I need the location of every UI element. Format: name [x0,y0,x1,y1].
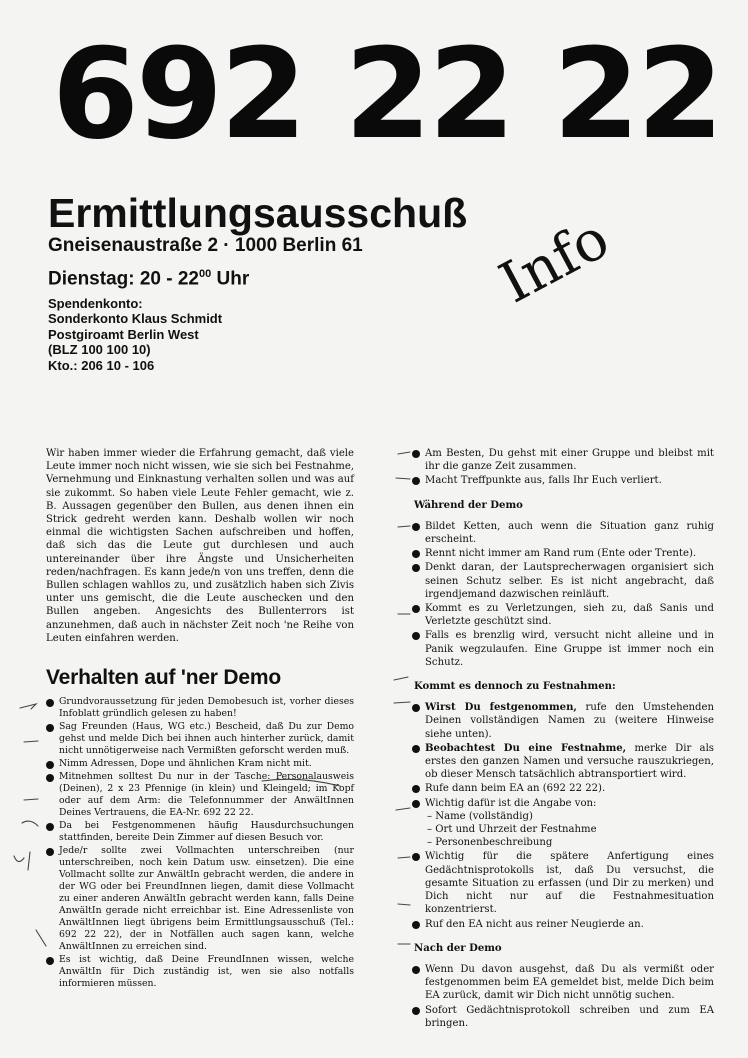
pen-mark-icon [24,741,38,742]
list-item-text: merke Dir als erstes den ganzen Namen und versuche rauszukriegen, ob dieser Mensch tatsächlich abtransportiert wird. [425,742,714,781]
pen-mark-icon [398,452,410,454]
list-item [412,742,714,782]
pen-mark-icon [14,852,30,870]
left-column [46,447,354,991]
list-item: Wichtig für die spätere Anfertigung eines Gedächtnisprotokolls ist, daß Du versuchst, die gesamte Situation zu erfassen (und Dir zu merken) und Dich nicht nur auf die Festnahmesituation konzentrierst. [412,850,714,916]
list-item: Mitnehmen solltest Du nur in der Tasche: Personalausweis (Deinen), 2 x 23 Pfennige (in klein) und Kleingeld; im Kopf oder auf dem Arm: die Telefonnummer der AnwältInnen Deines Vertrauens, die EA-Nr. 692 22 22. [46,771,354,819]
address-line: Gneisenaustraße 2 · 1000 Berlin 61 [48,235,363,256]
pen-mark-icon [398,904,410,905]
list-item: Falls es brenzlig wird, versucht nicht alleine und in Panik wegzulaufen. Eine Gruppe ist immer noch ein Schutz. [412,629,714,669]
top-list [412,447,714,488]
list-item: Bildet Ketten, auch wenn die Situation ganz ruhig erscheint. [412,520,714,546]
during-demo-list [412,520,714,669]
hours-suffix: Uhr [211,268,250,290]
pen-mark-icon [24,799,38,800]
list-item: Grundvoraussetzung für jeden Demobesuch ist, vorher dieses Infoblatt gründlich gelesen zu haben! [46,696,354,720]
list-item: Nimm Adressen, Dope und ähnlichen Kram nicht mit. [46,758,354,770]
pen-mark-icon [394,677,408,680]
arrest-heading: Kommt es dennoch zu Festnahmen: [414,681,616,693]
intro-paragraph: Wir haben immer wieder die Erfahrung gemacht, daß viele Leute immer noch nicht wissen, wie sie sich bei Festnahme, Vernehmung und Einknastung verhalten sollen und was auf sie zukommt. So haben viele Leute Fehler gemacht, wie z. B. Aussagen gegenüber den Bullen, aus denen ihnen ein Strick gedreht werden kann. Deshalb wollen wir noch einmal die wichtigsten Sachen aufschreiben und hoffen, daß sich das die Leute gut durchlesen und auch untereinander über ihre Ängste und Unsicherheiten reden/nachfragen. Es kann jede/n von uns treffen, denn die Bullen schlagen wahllos zu, und zusätzlich haben sich Zivis unter uns gemischt, die die Leute auschecken und den Bullen angeben. Angesichts des Bullenterrors ist anzunehmen, daß auch in nächster Zeit noch 'ne Reihe von Leuten einfahren werden. [46,448,354,644]
list-item: Rennt nicht immer am Rand rum (Ente oder Trente). [412,547,714,560]
list-item: Sofort Gedächtnisprotokoll schreiben und zum EA bringen. [412,1004,714,1030]
list-item-text: Wichtig dafür ist die Angabe von: [425,797,597,809]
konto-line: Kto.: 206 10 - 106 [48,357,155,373]
list-item: Wenn Du davon ausgehst, daß Du als vermißt oder festgenommen beim EA gemeldet bist, melde Dich beim EA zurück, damit wir Dich nicht unnötig suchen. [412,963,714,1003]
pen-mark-icon [394,702,410,703]
list-item: Rufe dann beim EA an (692 22 22). [412,782,714,795]
list-item: Am Besten, Du gehst mit einer Gruppe und bleibst mit ihr die ganze Zeit zusammen. [412,447,714,473]
pen-mark-icon [22,821,38,826]
pen-mark-icon [20,704,36,709]
demo-heading: Verhalten auf 'ner Demo [46,666,281,690]
after-demo-heading: Nach der Demo [414,942,502,954]
list-item [412,701,714,741]
after-demo-list [412,963,714,1030]
list-item: Da bei Festgenommenen häufig Hausdurchsuchungen stattfinden, bereite Dein Zimmer auf diesen Besuch vor. [46,820,354,844]
konto-line: Spendenkonto: [48,296,143,311]
opening-hours [48,262,249,291]
during-demo-heading: Während der Demo [414,499,523,511]
list-item-lead: Beobachtest Du eine Festnahme, [425,742,627,754]
konto-line: (BLZ 100 100 10) [48,342,151,358]
konto-line: Postgiroamt Berlin West [48,326,199,342]
hours-prefix: Dienstag: 20 - 22 [48,268,199,290]
list-item-lead: Wirst Du festgenommen, [425,702,577,714]
arrest-list [412,701,714,930]
list-item: Kommt es zu Verletzungen, sieh zu, daß Sanis und Verletzte geschützt sind. [412,602,714,628]
pen-mark-icon [36,930,46,946]
pen-mark-icon [396,808,410,810]
list-item: Denkt daran, der Lautsprecherwagen organisiert sich seinen Schutz selber. Es ist nicht angebracht, daß irgendjemand dazwischen reinläuft. [412,561,714,601]
list-item: Jede/r sollte zwei Vollmachten unterschreiben (nur unterschreiben, noch kein Datum usw. einsetzen). Die eine Vollmacht sollte zur AnwältIn gebracht werden, die andere in der WG oder bei FreundInnen liegen, damit diese Vollmacht zu einer anderen AnwältIn gebracht werden kann, falls Deine AnwältIn gerade nicht erreichbar ist. Eine Adressenliste von AnwältInnen liegt übrigens beim Ermittlungsausschuß (Tel.: 692 22 22), der in Notfällen auch sagen kann, welche AnwältInnen zu erreichen sind. [46,845,354,953]
list-item: Ruf den EA nicht aus reiner Neugierde an. [412,918,714,931]
list-item [412,797,714,850]
organization-title: Ermittlungsausschuß [48,190,468,236]
pen-mark-icon [396,478,410,479]
info-stamp: Info [489,205,620,317]
right-column [412,447,714,1031]
sublist-item: – Ort und Uhrzeit der Festnahme [427,824,597,836]
demo-list [46,696,354,990]
list-item: Es ist wichtig, daß Deine FreundInnen wissen, welche AnwältIn für Dich zuständig ist, wen sie also notfalls informieren müssen. [46,954,354,990]
pen-mark-icon [398,526,410,527]
hours-minutes: 00 [199,268,212,280]
list-item: Sag Freunden (Haus, WG etc.) Bescheid, daß Du zur Demo gehst und melde Dich bei ihnen auch hinterher zurück, damit nicht unnötigerweise nach Vermißten geforscht werden muß. [46,721,354,757]
konto-line: Sonderkonto Klaus Schmidt [48,311,223,327]
list-item: Macht Treffpunkte aus, falls Ihr Euch verliert. [412,474,714,487]
details-sublist [425,810,714,850]
list-item-text: rufe den Umstehenden Deinen vollständigen Namen zu (weitere Hinweise siehe unten). [425,702,714,740]
sublist-item: – Name (vollständig) [427,810,533,822]
sublist-item: – Personenbeschreibung [427,837,553,849]
phone-number-headline: 692 22 22 [52,22,721,167]
donation-account-block [48,296,222,373]
pen-mark-icon [398,857,410,858]
